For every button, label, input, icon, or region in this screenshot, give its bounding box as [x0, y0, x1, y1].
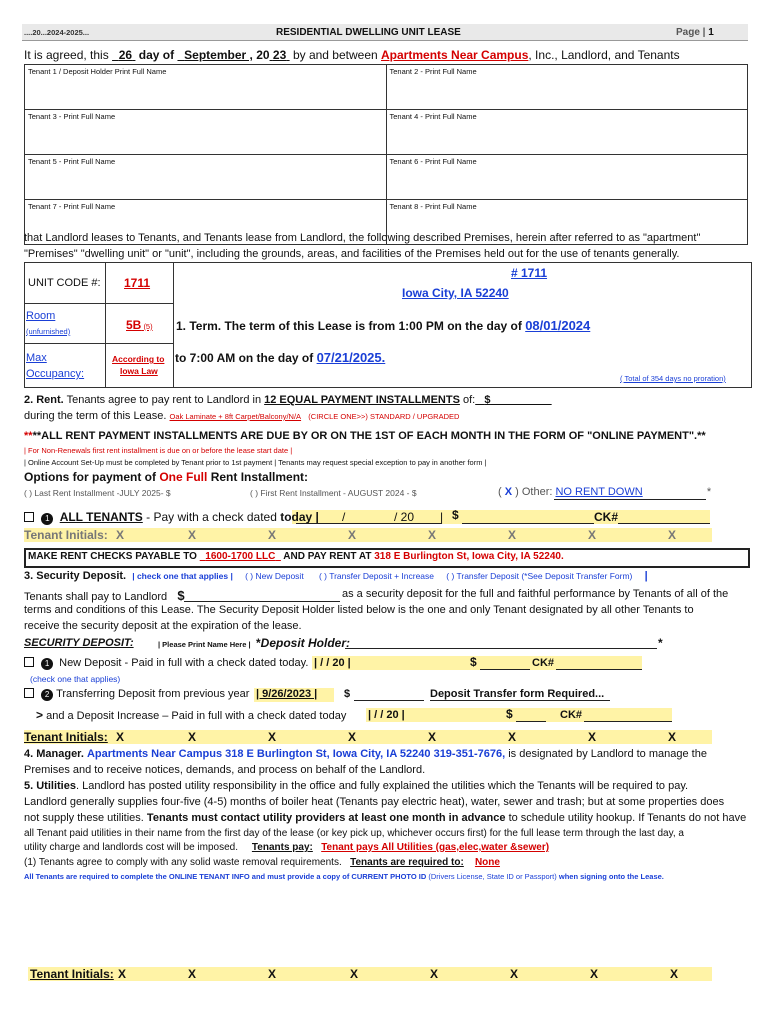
- deposit-line-2: terms and conditions of this Lease. The Security Deposit Holder listed below is the one and only Tenant designated by all other Tenants to: [24, 604, 694, 616]
- deposit-heading-row: 3. Security Deposit. | check one that applies | ( ) New Deposit ( ) Transfer Deposit + Increase ( ) Transfer Deposit (*See Deposit Transfer Form) |: [24, 570, 648, 582]
- transfer-deposit-row: 2 Transferring Deposit from previous year: [24, 688, 249, 701]
- deposit-line-3: receive the security deposit at the expiration of the lease.: [24, 620, 302, 632]
- transfer-deposit-checkbox[interactable]: [24, 688, 34, 698]
- payable-text: MAKE RENT CHECKS PAYABLE TO 1600-1700 LLC AND PAY RENT AT 318 E Burlington St, Iowa City, IA 52240.: [28, 551, 564, 562]
- utilities-line-1: 5. Utilities. Landlord has posted utility responsibility in the office and fully explained the utilities which the Tenants will be required to pay.: [24, 780, 689, 792]
- deposit-initial-8[interactable]: X: [668, 730, 677, 744]
- manager-line-1: 4. Manager. Apartments Near Campus 318 E Burlington St, Iowa City, IA 52240 319-351-7676, is designated by Landlord to manage the: [24, 748, 707, 760]
- unit-address-city: Iowa City, IA 52240: [402, 286, 509, 300]
- occupancy-value-2: Iowa Law: [120, 366, 158, 376]
- term-end-text: to 7:00 AM on the day of 07/21/2025.: [175, 350, 386, 365]
- unit-code-label: UNIT CODE #:: [28, 277, 101, 289]
- deposit-initial-5[interactable]: X: [428, 730, 437, 744]
- occupancy-label-1: Max: [26, 352, 47, 364]
- document-title: RESIDENTIAL DWELLING UNIT LEASE: [276, 27, 461, 38]
- tenant-3-field[interactable]: Tenant 3 - Print Full Name: [25, 110, 387, 155]
- room-sub-label: (unfurnished): [26, 327, 71, 336]
- payment-options-heading: Options for payment of One Full Rent Installment:: [24, 470, 309, 484]
- room-value: 5B (5): [126, 318, 153, 332]
- other-underline: [554, 499, 706, 500]
- all-tenants-fill-highlight: [292, 510, 710, 524]
- new-deposit-row: 1 New Deposit - Paid in full with a check dated today.: [24, 657, 308, 670]
- increase-date[interactable]: | / / 20 |: [368, 709, 405, 721]
- new-deposit-checkbox[interactable]: [24, 657, 34, 667]
- term-end-date: 07/21/2025.: [316, 350, 386, 365]
- new-deposit-dollar: $: [470, 655, 477, 669]
- footer-initial-2[interactable]: X: [188, 967, 197, 981]
- transfer-dollar: $: [344, 688, 351, 700]
- all-tenants-row: 1 ALL TENANTS - Pay with a check dated today |: [24, 510, 319, 525]
- deposit-initial-4[interactable]: X: [348, 730, 357, 744]
- footer-initial-8[interactable]: X: [670, 967, 679, 981]
- initial-mark-8[interactable]: X: [668, 528, 677, 542]
- option-first-installment[interactable]: ( ) First Rent Installment - AUGUST 2024 - $: [250, 488, 417, 498]
- deposit-increase-row: > and a Deposit Increase – Paid in full with a check dated today: [36, 708, 347, 722]
- deposit-holder-title: *Deposit Holder:: [256, 636, 351, 650]
- increase-ck: CK#: [560, 709, 583, 721]
- tenant-6-field[interactable]: Tenant 6 - Print Full Name: [386, 155, 748, 200]
- footer-initials-label: Tenant Initials:: [30, 967, 114, 981]
- unit-address-number: # 1711: [511, 266, 548, 280]
- agreement-line: It is agreed, this 26 day of September , 20 23 by and between Apartments Near Campus, Inc., Landlord, and Tenants: [24, 48, 680, 62]
- premises-line-2: "Premises" "dwelling unit" or "unit", including the grounds, areas, and facilities of the Premises held out for the use of tenants generally.: [24, 248, 680, 260]
- deposit-holder-end: *: [658, 636, 663, 650]
- transfer-form-note: Deposit Transfer form Required...: [430, 688, 605, 700]
- room-label: Room: [26, 310, 56, 322]
- utilities-line-4: all Tenant paid utilities in their name from the first day of the lease (or key pick up, whichever occurs first) for the full lease term through the last day, a: [24, 828, 684, 839]
- initial-mark-4[interactable]: X: [348, 528, 357, 542]
- initial-mark-1[interactable]: X: [116, 528, 125, 542]
- all-tenants-date-slash: /: [342, 510, 346, 524]
- online-setup-note: | Online Account Set-Up must be completed by Tenant prior to 1st payment | Tenants may request special exception to pay in another form |: [24, 458, 487, 467]
- security-deposit-label: SECURITY DEPOSIT:: [24, 637, 134, 649]
- deposit-initial-7[interactable]: X: [588, 730, 597, 744]
- tenant-7-field[interactable]: Tenant 7 - Print Full Name: [25, 200, 387, 245]
- initial-mark-2[interactable]: X: [188, 528, 197, 542]
- deposit-line-1b: as a security deposit for the full and faithful performance by Tenants of all of the: [342, 588, 729, 600]
- utilities-line-5: utility charge and landlords cost will be imposed. Tenants pay: Tenant pays All Utilities (gas,elec,water &sewer): [24, 842, 550, 853]
- deposit-initial-2[interactable]: X: [188, 730, 197, 744]
- initial-mark-7[interactable]: X: [588, 528, 597, 542]
- tenant-1-field[interactable]: Tenant 1 / Deposit Holder Print Full Name: [25, 65, 387, 110]
- footer-initial-6[interactable]: X: [510, 967, 519, 981]
- manager-line-2: Premises and to receive notices, demands, and process on behalf of the Landlord.: [24, 764, 426, 776]
- option-other[interactable]: ( X ) Other: NO RENT DOWN *: [498, 486, 712, 498]
- premises-line-1: that Landlord leases to Tenants, and Tenants lease from Landlord, the following described Premises, herein after referred to as "apartment": [24, 232, 701, 244]
- rent-line-2: during the term of this Lease. Oak Laminate + 8ft Carpet/Balcony/N/A (CIRCLE ONE>>) STANDARD / UPGRADED: [24, 410, 460, 422]
- transfer-date[interactable]: | 9/26/2023 |: [256, 688, 318, 700]
- occupancy-label-2: Occupancy:: [26, 368, 85, 380]
- deposit-holder-field[interactable]: [345, 648, 657, 649]
- initial-mark-3[interactable]: X: [268, 528, 277, 542]
- tenant-4-field[interactable]: Tenant 4 - Print Full Name: [386, 110, 748, 155]
- deposit-initials-label: Tenant Initials:: [24, 730, 108, 744]
- option-last-installment[interactable]: ( ) Last Rent Installment -JULY 2025- $: [24, 488, 171, 498]
- option-1-marker: 1: [41, 513, 53, 525]
- unit-code-value: 1711: [124, 276, 151, 290]
- term-start-date: 08/01/2024: [525, 318, 591, 333]
- occupancy-value-1: According to: [112, 354, 165, 364]
- footer-initial-3[interactable]: X: [268, 967, 277, 981]
- footer-initial-1[interactable]: X: [118, 967, 127, 981]
- all-tenants-bar: |: [440, 510, 444, 524]
- utilities-line-7: All Tenants are required to complete the ONLINE TENANT INFO and must provide a copy of CURRENT PHOTO ID (Drivers License, State ID or Passport) when signing onto the Lease.: [24, 872, 664, 881]
- initial-mark-6[interactable]: X: [508, 528, 517, 542]
- new-deposit-date[interactable]: | / / 20 |: [314, 657, 351, 669]
- deposit-initial-3[interactable]: X: [268, 730, 277, 744]
- footer-initial-7[interactable]: X: [590, 967, 599, 981]
- utilities-line-3: not supply these utilities. Tenants must contact utility providers at least one month in advance to schedule utility hookup. If Tenants do not have: [24, 812, 747, 824]
- rent-line-1: 2. Rent. Tenants agree to pay rent to Landlord in 12 EQUAL PAYMENT INSTALLMENTS of: $: [24, 394, 491, 406]
- utilities-line-2: Landlord generally supplies four-five (4-5) months of boiler heat (Tenants pay electric heat), water, sewer and trash; but at some properties does: [24, 796, 725, 808]
- tenant-name-grid: [24, 64, 748, 245]
- check-one-note: (check one that applies): [30, 674, 121, 684]
- landlord-name: Apartments Near Campus: [381, 48, 529, 62]
- all-tenants-date-year: / 20: [394, 510, 415, 524]
- deposit-initial-6[interactable]: X: [508, 730, 517, 744]
- rent-due-notice: ****ALL RENT PAYMENT INSTALLMENTS ARE DUE BY OR ON THE 1ST OF EACH MONTH IN THE FORM OF "ONLINE PAYMENT".**: [24, 430, 706, 442]
- all-tenants-dollar: $: [452, 508, 459, 522]
- utilities-line-6: (1) Tenants agree to comply with any solid waste removal requirements. Tenants are required to: None: [24, 857, 500, 868]
- footer-initial-4[interactable]: X: [350, 967, 359, 981]
- non-renewal-note: | For Non-Renewals first rent installment is due on or before the lease start date |: [24, 446, 293, 455]
- term-start-text: 1. Term. The term of this Lease is from 1:00 PM on the day of 08/01/2024: [176, 318, 591, 333]
- tenant-5-field[interactable]: Tenant 5 - Print Full Name: [25, 155, 387, 200]
- page-number: Page | 1: [676, 27, 714, 38]
- all-tenants-checkbox[interactable]: [24, 512, 34, 522]
- footer-initial-5[interactable]: X: [430, 967, 439, 981]
- tenant-2-field[interactable]: Tenant 2 - Print Full Name: [386, 65, 748, 110]
- increase-dollar: $: [506, 707, 513, 721]
- print-name-note: | Please Print Name Here |: [158, 640, 251, 649]
- tenant-8-field[interactable]: Tenant 8 - Print Full Name: [386, 200, 748, 245]
- initial-mark-5[interactable]: X: [428, 528, 437, 542]
- all-tenants-initials-label: Tenant Initials:: [24, 528, 108, 542]
- deposit-line-1: Tenants shall pay to Landlord $: [24, 588, 185, 603]
- all-tenants-initials-highlight: [24, 528, 712, 542]
- deposit-initial-1[interactable]: X: [116, 730, 125, 744]
- total-days: ( Total of 354 days no proration): [620, 374, 726, 383]
- header-years: ....20...2024-2025...: [24, 28, 90, 37]
- new-deposit-ck: CK#: [532, 657, 555, 669]
- all-tenants-ck: CK#: [594, 510, 619, 524]
